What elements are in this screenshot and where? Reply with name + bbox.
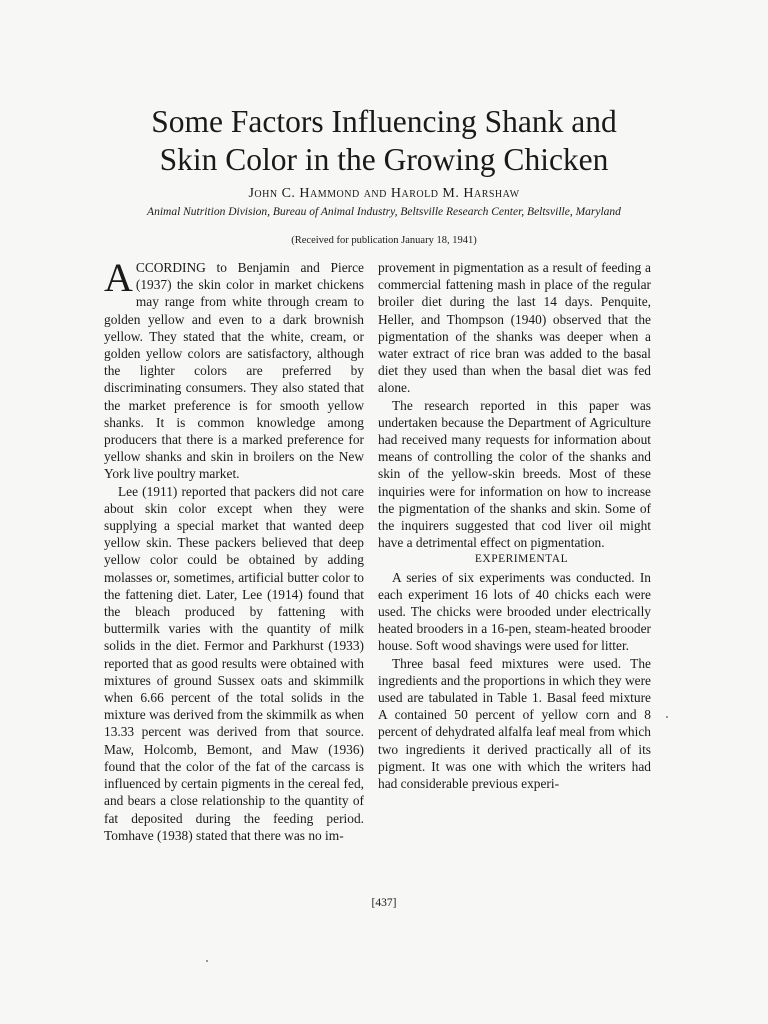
page-number: [437] [371, 897, 397, 909]
section-heading: EXPERIMENTAL [474, 553, 569, 566]
authors: John C. Hammond and Harold M. Harshaw [248, 186, 520, 201]
affiliation: Animal Nutrition Division, Bureau of Animal Industry, Beltsville Research Center, Beltsville, Maryland [147, 206, 621, 218]
title-line-1: Some Factors Influencing Shank and [151, 104, 617, 139]
right-column [378, 259, 651, 792]
received-date: (Received for publication January 18, 1941) [291, 235, 477, 246]
paragraph: Three basal feed mixtures were used. The ingredients and the proportions in which they were used are tabulated in Table 1. Basal feed mixture A contained 50 percent of yellow corn and 8 percent of dehydrated alfalfa leaf meal from which two ingredients it derived practically all of its pigment. It was one with which the writers had had considerable previous experi- [378, 655, 651, 792]
paragraph: provement in pigmentation as a result of feeding a commercial fattening mash in place of the regular broiler diet during the last 14 days. Penquite, Heller, and Thompson (1940) observed that the pigmentation of the shanks was deeper when a water extract of rice bran was added to the basal diet they used than when the basal diet was fed alone. [378, 260, 651, 396]
scan-speck [206, 960, 208, 962]
title-line-2: Skin Color in the Growing Chicken [159, 142, 609, 177]
paragraph-text: CCORDING to Benjamin and Pierce (1937) the skin color in market chickens may range from white through cream to golden yellow and even to a dark brownish yellow. They stated that the white, cream, or golden yellow colors are satisfactory, although the lighter colors are preferred by discriminating consumers. They also stated that the market preference is for smooth yellow shanks. It is common knowledge among producers that there is a marked preference for yellow shanks and skin in broilers on the New York live poultry market. [104, 260, 364, 482]
paragraph: Lee (1911) reported that packers did not care about skin color except when they were supplying a special market that wanted deep yellow skin. These packers believed that deep yellow color could be obtained by adding molasses or, sometimes, artificial butter color to the fattening diet. Later, Lee (1914) found that the bleach produced by fattening with buttermilk varies with the quantity of milk solids in the diet. Fermor and Parkhurst (1933) reported that as good results were obtained with mixtures of ground Sussex oats and skimmilk when 6.66 percent of the total solids in the mixture was derived from the skimmilk as when 13.33 percent was derived from that source. Maw, Holcomb, Bemont, and Maw (1936) found that the color of the fat of the carcass is influenced by certain pigments in the cereal fed, and bears a close relationship to the quantity of fat deposited during the feeding period. Tomhave (1938) stated that there was no im- [104, 483, 364, 843]
paragraph: A series of six experiments was conducted. In each experiment 16 lots of 40 chicks each were used. The chicks were brooded under electrically heated brooders in a 16-pen, steam-heated brooder house. Soft wood shavings were used for litter. [378, 569, 651, 654]
scan-speck [666, 716, 668, 718]
drop-cap: A [104, 255, 133, 300]
paragraph [104, 255, 364, 483]
article-title [60, 103, 708, 179]
paragraph: The research reported in this paper was undertaken because the Department of Agriculture had received many requests for information about means of controlling the color of the shanks and skin of the yellow-skin breeds. Most of these inquiries were for information on how to increase the pigmentation of the shanks and skin. Some of the inquirers suggested that cod liver oil might have a detrimental effect on pigmentation. [378, 397, 651, 551]
left-column [104, 255, 364, 844]
